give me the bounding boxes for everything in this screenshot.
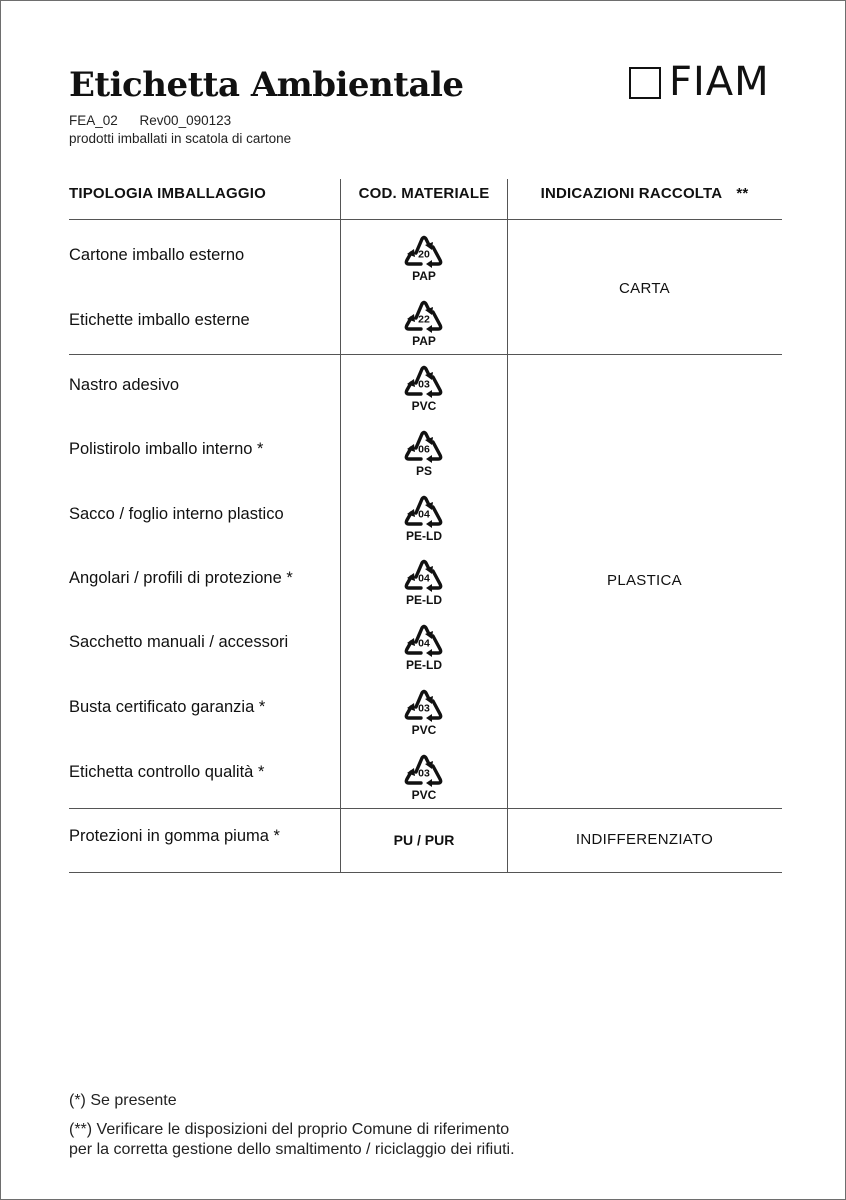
recycling-material-label: PVC [411, 399, 437, 413]
recycling-triangle-icon [385, 355, 463, 417]
table-row-label: Angolari / profili di protezione * [69, 569, 293, 587]
footnote-disposal-line1: (**) Verificare le disposizioni del proprio Comune di riferimento [69, 1121, 510, 1138]
recycling-material-label: PE-LD [406, 529, 442, 543]
recycling-code-number: 20 [418, 248, 430, 261]
recycling-code-number: 04 [418, 508, 430, 521]
recycling-material-label: PS [415, 464, 433, 478]
recycling-symbol [385, 355, 463, 417]
recycling-code-number: 03 [418, 378, 430, 391]
table-row-label: Etichette imballo esterne [69, 311, 250, 329]
recycling-symbol [385, 225, 463, 287]
recycling-code-number: 03 [418, 767, 430, 780]
document-subtitle: prodotti imballati in scatola di cartone [69, 131, 292, 146]
table-header-rule [69, 219, 782, 220]
recycling-material-label: PE-LD [406, 658, 442, 672]
recycling-code-number: 04 [418, 637, 430, 650]
column-header-disposal-note: ** [736, 185, 749, 202]
recycling-code-number: 22 [418, 313, 430, 326]
fiam-logo [629, 61, 770, 103]
table-row-label: Nastro adesivo [69, 376, 180, 394]
table-row-label: Etichetta controllo qualità * [69, 763, 265, 781]
recycling-symbol [385, 549, 463, 611]
column-header-material: COD. MATERIALE [358, 185, 490, 202]
column-header-disposal [508, 185, 781, 202]
recycling-code-number: 04 [418, 572, 430, 585]
document-revision: Rev00_090123 [139, 113, 232, 128]
recycling-triangle-icon [385, 744, 463, 806]
recycling-symbol [385, 679, 463, 741]
column-header-disposal-label: INDICAZIONI RACCOLTA [540, 185, 723, 202]
recycling-material-label: PVC [411, 788, 437, 802]
group-divider-plastic [69, 808, 782, 809]
disposal-group-plastic: PLASTICA [607, 572, 682, 589]
footnote-if-present: (*) Se presente [69, 1092, 177, 1109]
recycling-triangle-icon [385, 679, 463, 741]
recycling-triangle-icon [385, 225, 463, 287]
recycling-material-label: PAP [412, 334, 436, 348]
recycling-code-number: 06 [418, 443, 430, 456]
recycling-triangle-icon [385, 420, 463, 482]
table-bottom-rule [69, 872, 782, 873]
recycling-symbol [385, 420, 463, 482]
recycling-material-label: PE-LD [406, 593, 442, 607]
table-row-label: Cartone imballo esterno [69, 246, 245, 264]
table-row-label: Sacchetto manuali / accessori [69, 633, 289, 651]
page-title: Etichetta Ambientale [69, 65, 464, 105]
disposal-group-mixed: INDIFFERENZIATO [575, 831, 714, 848]
logo-square-icon [629, 67, 661, 99]
disposal-group-paper: CARTA [619, 280, 670, 297]
recycling-symbol [385, 290, 463, 352]
document-code: FEA_02 [69, 113, 118, 128]
recycling-symbol [385, 485, 463, 547]
column-header-type: TIPOLOGIA IMBALLAGGIO [69, 185, 266, 202]
recycling-triangle-icon [385, 290, 463, 352]
table-row-label: Sacco / foglio interno plastico [69, 505, 284, 523]
recycling-symbol [385, 744, 463, 806]
footnote-disposal-line2: per la corretta gestione dello smaltimento / riciclaggio dei rifiuti. [69, 1141, 515, 1158]
logo-text: FIAM [669, 59, 770, 105]
recycling-triangle-icon [385, 614, 463, 676]
document-meta [69, 113, 231, 128]
recycling-symbol [385, 614, 463, 676]
recycling-material-label: PAP [412, 269, 436, 283]
table-row-label: Protezioni in gomma piuma * [69, 827, 280, 845]
recycling-triangle-icon [385, 549, 463, 611]
recycling-material-label: PVC [411, 723, 437, 737]
recycling-triangle-icon [385, 485, 463, 547]
table-row-label: Polistirolo imballo interno * [69, 440, 264, 458]
material-code-text: PU / PUR [393, 832, 455, 848]
recycling-code-number: 03 [418, 702, 430, 715]
column-divider-1 [340, 179, 341, 872]
table-row-label: Busta certificato garanzia * [69, 698, 266, 716]
